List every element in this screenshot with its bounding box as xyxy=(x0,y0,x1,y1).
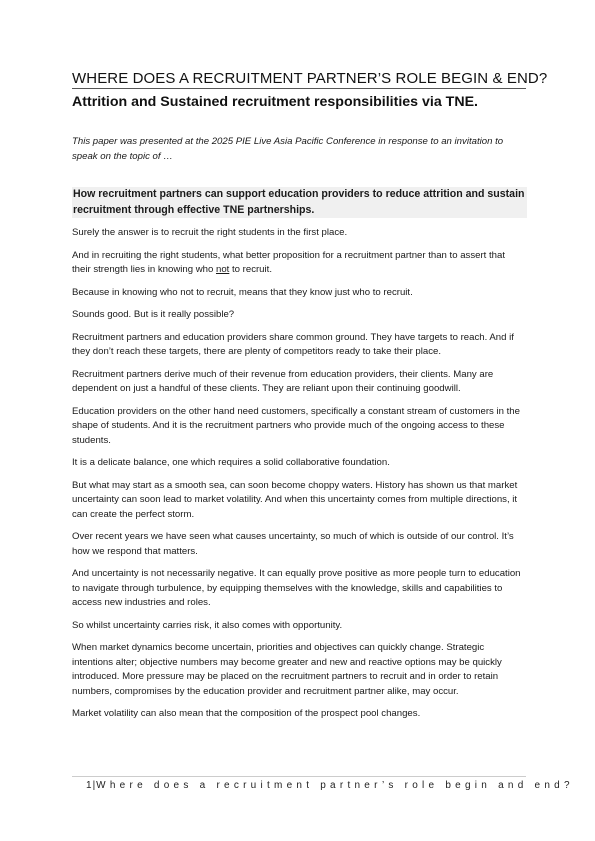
intro-note: This paper was presented at the 2025 PIE Live Asia Pacific Conference in response to an invitation to speak on the topic of … xyxy=(72,136,504,162)
paragraph: Sounds good. But is it really possible? xyxy=(72,309,235,320)
paragraph-text: to recruit. xyxy=(229,264,272,275)
paragraph: So whilst uncertainty carries risk, it also comes with opportunity. xyxy=(72,619,343,631)
paragraph: Market volatility can also mean that the composition of the prospect pool changes. xyxy=(72,708,421,719)
paragraph: Because in knowing who not to recruit, means that they know just who to recruit. xyxy=(72,286,413,298)
page-number: 1 xyxy=(86,780,92,791)
paragraph: Surely the answer is to recruit the right students in the first place. xyxy=(72,227,348,238)
section-heading: How recruitment partners can support education providers to reduce attrition and sustain recruitment through effective TNE partnerships. xyxy=(72,187,527,218)
paragraph: Education providers on the other hand need customers, specifically a constant stream of customers in the shape of students. And it is the recruitment partners who provide much of the ongoing access to these students. xyxy=(72,405,520,446)
paragraph: And uncertainty is not necessarily negative. It can equally prove positive as more people turn to education to navigate through turbulence, by equipping themselves with the knowledge, skills and capabilities to access new industries and roles. xyxy=(72,568,521,608)
paragraph: It is a delicate balance, one which requires a solid collaborative foundation. xyxy=(72,457,390,468)
document-subtitle: Attrition and Sustained recruitment responsibilities via TNE. xyxy=(72,94,478,110)
paragraph-text: And in recruiting the right students, what better proposition for a recruitment partner than to assert that their strength lies in knowing who xyxy=(72,249,506,275)
page-footer xyxy=(72,776,574,791)
paragraph: Recruitment partners and education providers share common ground. They have targets to reach. And if they don’t reach these targets, there are plenty of competitors ready to take their place. xyxy=(72,331,514,357)
paragraph xyxy=(72,249,526,278)
document-title: WHERE DOES A RECRUITMENT PARTNER’S ROLE BEGIN & END? xyxy=(72,70,548,87)
footer-separator: | xyxy=(92,780,96,791)
paragraph: When market dynamics become uncertain, priorities and objectives can quickly change. Strategic intentions alter; objective numbers may become greater and new and reactive options may be quickly introduced. More pressure may be placed on the recruitment partners to recruit and in order to retain numbers, compromises by the education provider and recruitment partner alike, may occur. xyxy=(72,642,502,697)
underlined-word: not xyxy=(215,264,230,275)
paragraph: But what may start as a smooth sea, can soon become choppy waters. History has shown us that market uncertainty can soon lead to market volatility. And when this uncertainty comes from multiple directions, it can create the perfect storm. xyxy=(72,479,518,520)
running-title: Where does a recruitment partner’s role begin and end? xyxy=(96,780,574,791)
paragraph: Recruitment partners derive much of their revenue from education providers, their clients. Many are dependent on just a handful of these clients. They are reliant upon their continuing goodwill. xyxy=(72,368,494,394)
paragraph: Over recent years we have seen what causes uncertainty, so much of which is outside of our control. It’s how we respond that matters. xyxy=(72,531,514,557)
document-page xyxy=(72,70,548,722)
